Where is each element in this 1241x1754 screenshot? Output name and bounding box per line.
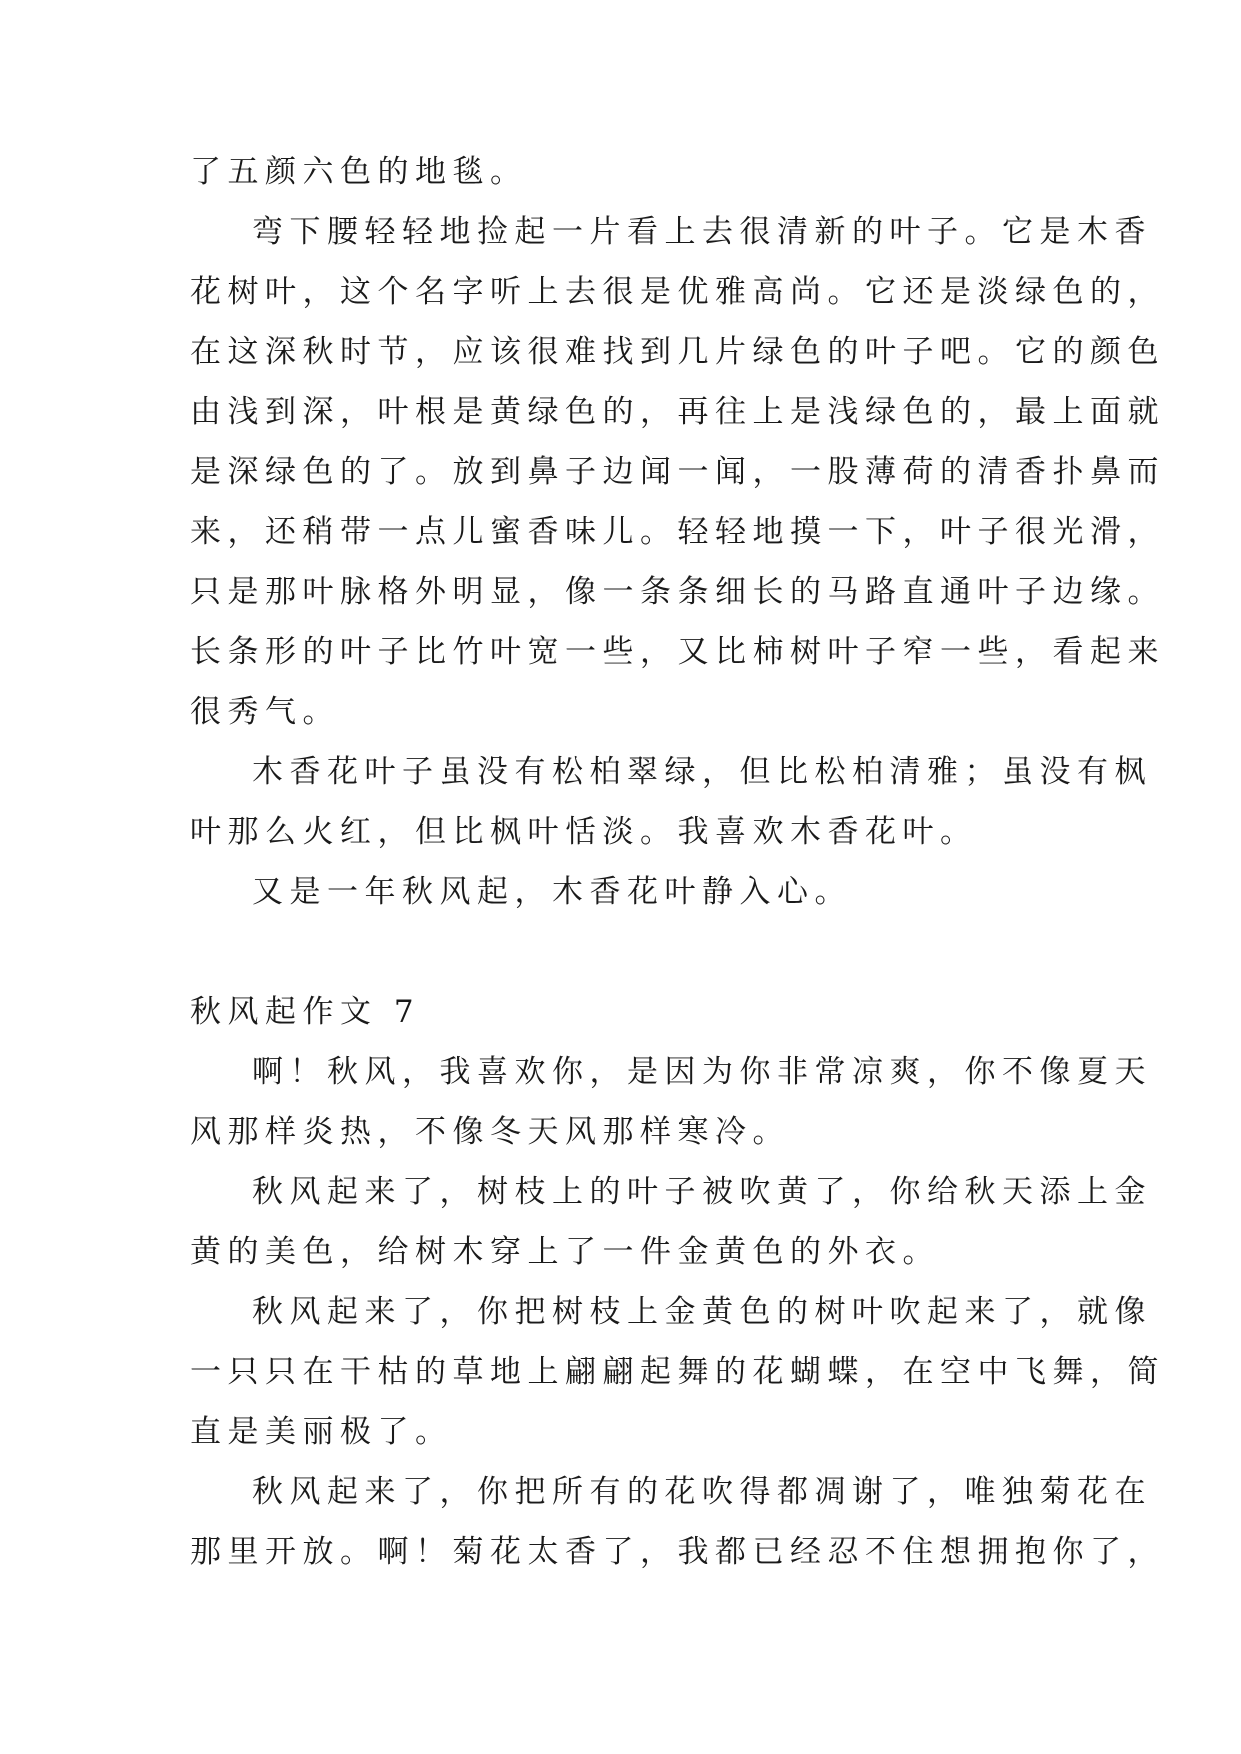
text-line: 风那样炎热，不像冬天风那样寒冷。 (190, 1114, 790, 1150)
text-line: 由浅到深，叶根是黄绿色的，再往上是浅绿色的，最上面就 (190, 394, 1165, 430)
paragraph-start-line: 秋风起来了，你把树枝上金黄色的树叶吹起来了，就像 (252, 1294, 1152, 1330)
text-line: 很秀气。 (190, 694, 340, 730)
text-line: 叶那么火红，但比枫叶恬淡。我喜欢木香花叶。 (190, 814, 978, 850)
paragraph-start-line: 秋风起来了，你把所有的花吹得都凋谢了，唯独菊花在 (252, 1474, 1152, 1510)
text-line: 在这深秋时节，应该很难找到几片绿色的叶子吧。它的颜色 (190, 334, 1165, 370)
text-line: 来，还稍带一点儿蜜香味儿。轻轻地摸一下，叶子很光滑， (190, 514, 1165, 550)
text-line: 黄的美色，给树木穿上了一件金黄色的外衣。 (190, 1234, 940, 1270)
text-line: 只是那叶脉格外明显，像一条条细长的马路直通叶子边缘。 (190, 574, 1165, 610)
text-line: 花树叶，这个名字听上去很是优雅高尚。它还是淡绿色的， (190, 274, 1165, 310)
paragraph-start-line: 木香花叶子虽没有松柏翠绿，但比松柏清雅；虽没有枫 (252, 754, 1152, 790)
text-line: 那里开放。啊！菊花太香了，我都已经忍不住想拥抱你了， (190, 1534, 1165, 1570)
paragraph-start-line: 弯下腰轻轻地捡起一片看上去很清新的叶子。它是木香 (252, 214, 1152, 250)
text-line: 长条形的叶子比竹叶宽一些，又比柿树叶子窄一些，看起来 (190, 634, 1165, 670)
section-heading: 秋风起作文 7 (190, 994, 421, 1030)
text-line: 一只只在干枯的草地上翩翩起舞的花蝴蝶，在空中飞舞，简 (190, 1354, 1165, 1390)
paragraph-start-line: 秋风起来了，树枝上的叶子被吹黄了，你给秋天添上金 (252, 1174, 1152, 1210)
text-line: 了五颜六色的地毯。 (190, 154, 528, 190)
text-line: 直是美丽极了。 (190, 1414, 453, 1450)
paragraph-start-line: 又是一年秋风起，木香花叶静入心。 (252, 874, 852, 910)
paragraph-start-line: 啊！秋风，我喜欢你，是因为你非常凉爽，你不像夏天 (252, 1054, 1152, 1090)
text-line: 是深绿色的了。放到鼻子边闻一闻，一股薄荷的清香扑鼻而 (190, 454, 1165, 490)
